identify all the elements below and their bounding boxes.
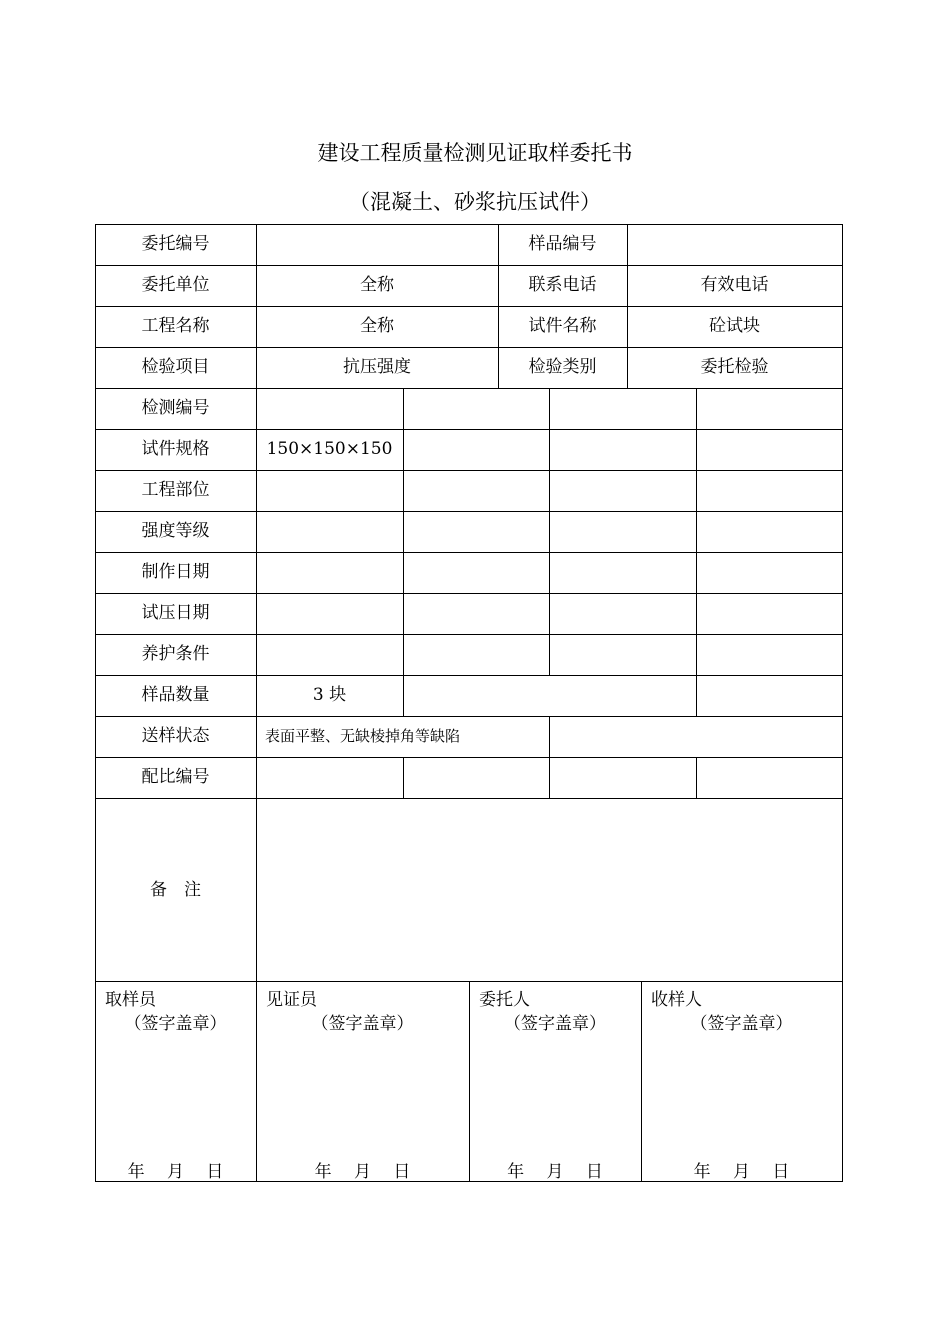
signature-role: 委托人 <box>479 990 530 1010</box>
header-value-3: 抗压强度 <box>343 357 411 377</box>
table-border-vertical <box>403 757 404 799</box>
grid-label-2: 工程部位 <box>141 480 210 500</box>
signature-date: 年 月 日 <box>693 1162 790 1182</box>
table-border-vertical <box>696 675 697 717</box>
table-border-vertical <box>842 224 843 1182</box>
header-value2-0 <box>627 224 842 265</box>
grid-label-6: 养护条件 <box>141 644 210 664</box>
grid-label-7: 样品数量 <box>141 685 210 705</box>
remarks-label: 备 注 <box>150 880 201 900</box>
header-value-0 <box>256 224 498 265</box>
table-border-vertical <box>696 634 697 676</box>
signature-date: 年 月 日 <box>507 1162 603 1182</box>
table-border-vertical <box>549 388 550 430</box>
grid-label-8: 送样状态 <box>141 726 210 746</box>
grid-value-4 <box>256 552 403 593</box>
signature-date: 年 月 日 <box>127 1162 224 1182</box>
signature-note: （签字盖章） <box>504 1014 606 1034</box>
table-border-vertical <box>696 429 697 471</box>
grid-label-0: 检测编号 <box>141 398 210 418</box>
table-border-vertical <box>696 552 697 594</box>
signature-role: 取样员 <box>105 990 156 1010</box>
header-value-1: 全称 <box>360 275 394 295</box>
header-label-3: 检验项目 <box>141 357 210 377</box>
table-border-vertical <box>403 388 404 430</box>
grid-value-8: 表面平整、无缺棱掉角等缺陷 <box>265 727 461 745</box>
table-border-vertical <box>403 470 404 512</box>
header-label-0: 委托编号 <box>141 234 210 254</box>
signature-note: （签字盖章） <box>690 1014 793 1034</box>
table-border-vertical <box>696 388 697 430</box>
header-label2-0: 样品编号 <box>528 234 597 254</box>
grid-value-1: 150×150×150 <box>266 439 393 459</box>
signature-note: （签字盖章） <box>124 1014 227 1034</box>
header-label2-3: 检验类别 <box>528 357 597 377</box>
grid-label-3: 强度等级 <box>141 521 210 541</box>
header-label2-2: 试件名称 <box>528 316 597 336</box>
table-border-vertical <box>696 511 697 553</box>
header-value2-3: 委托检验 <box>700 357 769 377</box>
signature-note: （签字盖章） <box>311 1014 414 1034</box>
header-label-2: 工程名称 <box>141 316 210 336</box>
grid-label-5: 试压日期 <box>141 603 210 623</box>
table-border-vertical <box>549 552 550 594</box>
signature-role: 收样人 <box>651 990 702 1010</box>
table-border-vertical <box>696 757 697 799</box>
grid-value-3 <box>256 511 403 552</box>
header-value2-2: 砼试块 <box>709 316 760 336</box>
grid-value-6 <box>256 634 403 675</box>
header-value-2: 全称 <box>360 316 394 336</box>
table-border-vertical <box>403 675 404 717</box>
grid-value-2 <box>256 470 403 511</box>
table-border-vertical <box>549 593 550 635</box>
document-title: 建设工程质量检测见证取样委托书 <box>317 141 633 165</box>
table-border-vertical <box>696 470 697 512</box>
table-border-vertical <box>549 429 550 471</box>
header-label2-1: 联系电话 <box>528 275 597 295</box>
table-border-vertical <box>696 593 697 635</box>
signature-date: 年 月 日 <box>314 1162 411 1182</box>
table-border-horizontal <box>95 798 843 799</box>
grid-label-4: 制作日期 <box>141 562 210 582</box>
table-border-vertical <box>549 716 550 758</box>
grid-label-9: 配比编号 <box>141 767 210 787</box>
grid-value-0 <box>256 388 403 429</box>
grid-value-9 <box>256 757 403 798</box>
grid-value-7: 3 块 <box>312 685 347 705</box>
grid-value-5 <box>256 593 403 634</box>
grid-label-1: 试件规格 <box>141 439 210 459</box>
table-border-vertical <box>549 470 550 512</box>
signature-role: 见证员 <box>266 990 317 1010</box>
table-border-vertical <box>549 511 550 553</box>
table-border-vertical <box>403 429 404 471</box>
document-subtitle: （混凝土、砂浆抗压试件） <box>349 190 601 214</box>
table-border-vertical <box>403 511 404 553</box>
table-border-vertical <box>549 757 550 799</box>
table-border-vertical <box>549 634 550 676</box>
table-border-vertical <box>403 593 404 635</box>
table-border-vertical <box>403 634 404 676</box>
header-label-1: 委托单位 <box>141 275 210 295</box>
table-border-vertical <box>403 552 404 594</box>
header-value2-1: 有效电话 <box>700 275 769 295</box>
